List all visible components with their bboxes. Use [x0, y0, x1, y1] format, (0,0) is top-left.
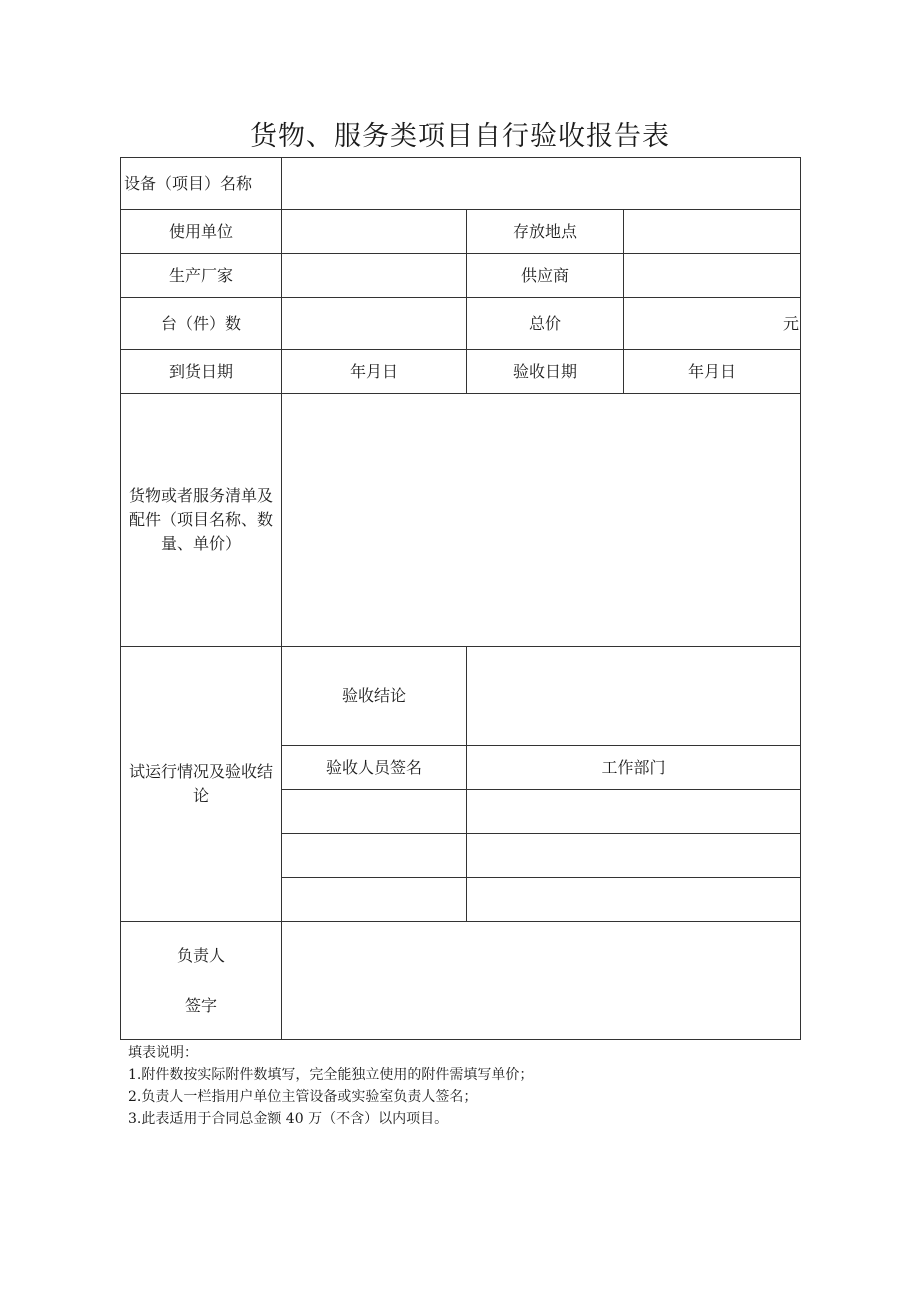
goods-list-label: 货物或者服务清单及配件（项目名称、数量、单价） [121, 394, 282, 647]
note-item: 3.此表适用于合同总金额 40 万（不含）以内项目。 [128, 1111, 449, 1127]
quantity-label: 台（件）数 [121, 298, 282, 350]
filling-instructions [128, 1042, 533, 1130]
total-price-label: 总价 [467, 298, 624, 350]
note-item: 2.负责人一栏指用户单位主管设备或实验室负责人签名； [128, 1089, 478, 1105]
supplier-label: 供应商 [467, 254, 624, 298]
user-unit-label: 使用单位 [121, 210, 282, 254]
note-item: 1.附件数按实际附件数填写，完全能独立使用的附件需填写单价； [128, 1067, 534, 1083]
conclusion-field[interactable] [467, 647, 801, 746]
acceptance-report-table [120, 157, 801, 1040]
storage-location-label: 存放地点 [467, 210, 624, 254]
quantity-field[interactable] [282, 298, 467, 350]
arrival-date-label: 到货日期 [121, 350, 282, 394]
acceptance-date-field[interactable]: 年月日 [624, 350, 801, 394]
trial-run-label: 试运行情况及验收结论 [121, 647, 282, 922]
user-unit-field[interactable] [282, 210, 467, 254]
conclusion-label: 验收结论 [282, 647, 467, 746]
equipment-name-field[interactable] [282, 158, 801, 210]
goods-list-field[interactable] [282, 394, 801, 647]
inspector-signature-field[interactable] [282, 878, 467, 922]
responsible-signature-field[interactable] [282, 922, 801, 1040]
inspector-signature-field[interactable] [282, 834, 467, 878]
storage-location-field[interactable] [624, 210, 801, 254]
department-field[interactable] [467, 878, 801, 922]
responsible-person-label: 负责人 [176, 945, 225, 965]
equipment-name-label: 设备（项目）名称 [121, 158, 282, 210]
arrival-date-field[interactable]: 年月日 [282, 350, 467, 394]
supplier-field[interactable] [624, 254, 801, 298]
responsible-person-cell [121, 922, 282, 1040]
manufacturer-label: 生产厂家 [121, 254, 282, 298]
department-field[interactable] [467, 834, 801, 878]
department-label: 工作部门 [467, 746, 801, 790]
inspector-signature-field[interactable] [282, 790, 467, 834]
inspector-signature-label: 验收人员签名 [282, 746, 467, 790]
manufacturer-field[interactable] [282, 254, 467, 298]
total-price-field[interactable] [624, 298, 801, 350]
notes-heading: 填表说明： [128, 1045, 198, 1061]
department-field[interactable] [467, 790, 801, 834]
form-title: 货物、服务类项目自行验收报告表 [250, 121, 670, 152]
currency-unit: 元 [783, 313, 800, 333]
signature-label: 签字 [184, 995, 217, 1015]
acceptance-date-label: 验收日期 [467, 350, 624, 394]
